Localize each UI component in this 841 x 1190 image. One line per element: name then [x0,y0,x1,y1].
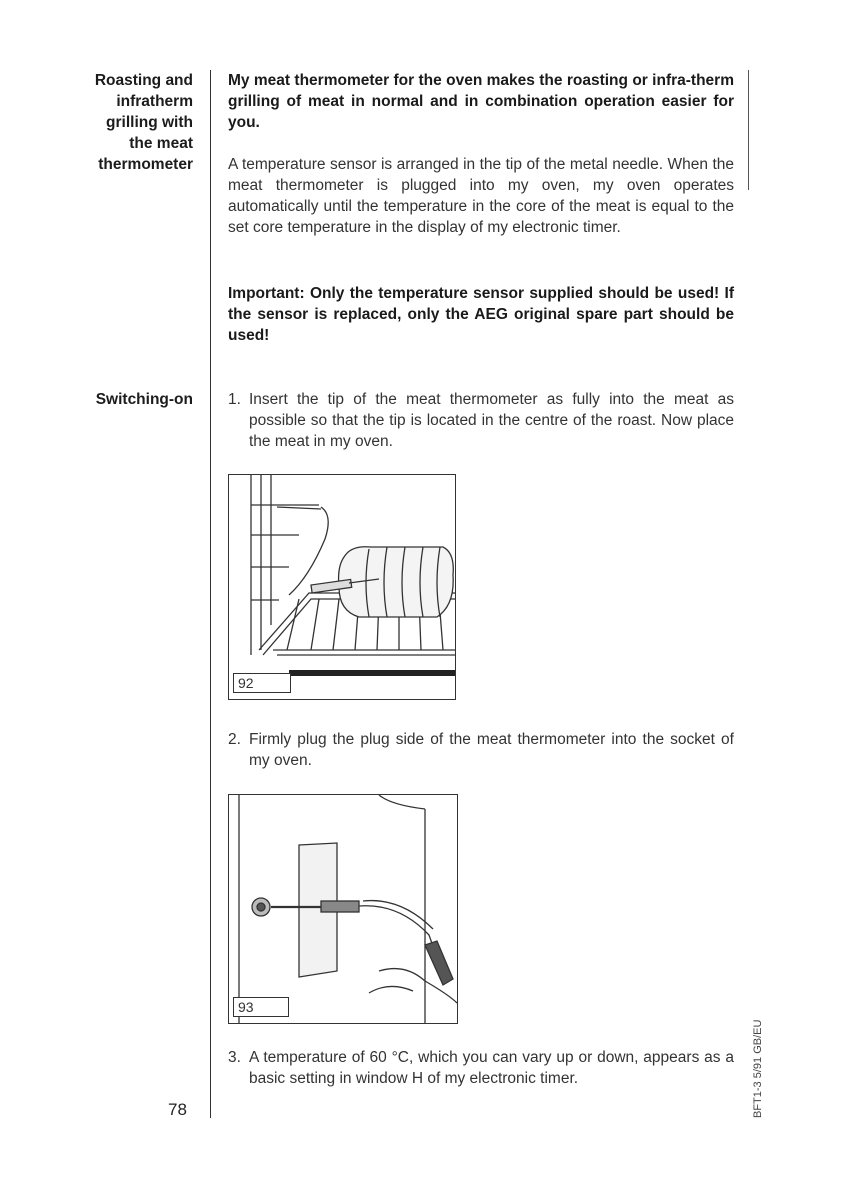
step-number: 3. [228,1049,241,1066]
meat-in-oven-illustration [229,475,455,699]
figure-number-92: 92 [233,673,291,693]
document-code: BFT1-3 5/91 GB/EU [752,1019,764,1118]
step-number: 2. [228,731,241,748]
step-3 [228,1047,734,1089]
section-heading-roasting [95,70,193,175]
plug-into-socket-illustration [229,795,457,1023]
step-1 [228,389,734,452]
step-text: Firmly plug the plug side of the meat thermometer into the socket of my oven. [249,731,734,769]
heading-line: Roasting and [94,72,193,89]
section-heading-switching-on: Switching-on [95,391,193,408]
heading-line: grilling with [106,114,193,131]
figure-number-93: 93 [233,997,289,1017]
heading-line: infratherm [116,93,193,110]
intro-paragraph: My meat thermometer for the oven makes the roasting or infra-therm grilling of meat in normal and in combination operation easier for you. [228,72,734,131]
step-text: A temperature of 60 °C, which you can vary up or down, appears as a basic setting in window H of my electronic timer. [249,1049,734,1087]
description-paragraph: A temperature sensor is arranged in the tip of the metal needle. When the meat thermometer is plugged into my oven, my oven operates automatically until the temperature in the core of the meat is equal to the set core temperature in the display of my electronic timer. [228,156,734,236]
step-text: Insert the tip of the meat thermometer as fully into the meat as possible so that the tip is located in the centre of the roast. Now place the meat in my oven. [249,391,734,450]
figure-plug-into-socket [228,794,458,1024]
page-number: 78 [168,1100,187,1119]
column-divider [210,70,211,1118]
important-note: Important: Only the temperature sensor supplied should be used! If the sensor is replaced, only the AEG original spare part should be used! [228,285,734,344]
step-2 [228,729,734,771]
step-number: 1. [228,391,241,408]
right-margin-line [748,70,749,190]
heading-line: thermometer [98,156,193,173]
figure-meat-in-oven [228,474,456,700]
heading-line: the meat [129,135,193,152]
